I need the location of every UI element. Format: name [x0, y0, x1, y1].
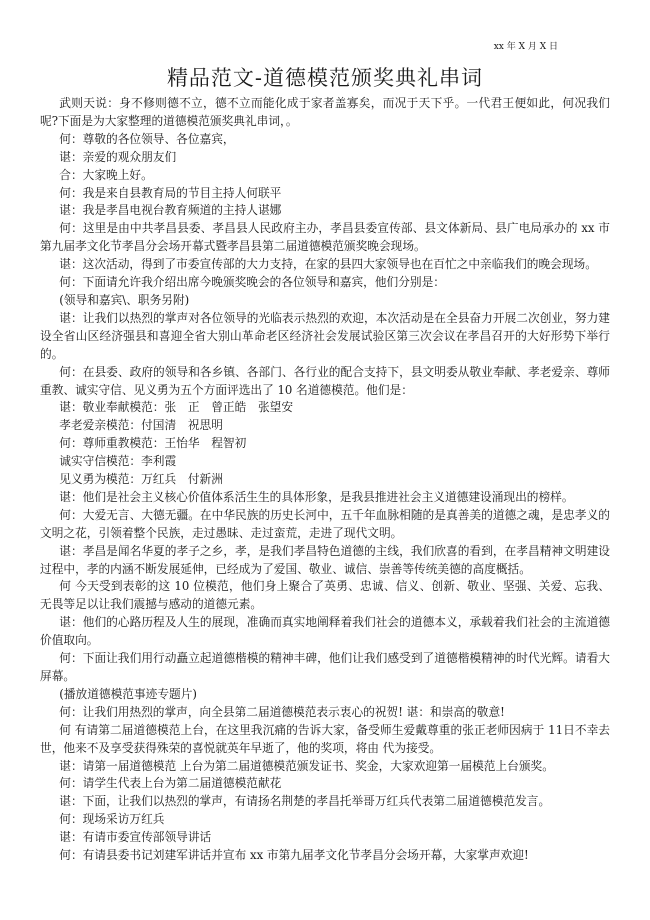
- script-line: 合：大家晚上好。: [59, 167, 153, 182]
- script-line: 何：尊敬的各位领导、各位嘉宾，: [59, 131, 235, 146]
- script-line: 谌：我是孝昌电视台教育频道的主持人谌娜: [59, 203, 282, 218]
- script-line: 孝老爱亲模范：付国清 祝思明: [59, 418, 223, 433]
- stage-note: (播放道德模范事迹专题片): [59, 686, 197, 701]
- script-line: 何：下面请允许我介绍出席今晚颁奖晚会的各位领导和嘉宾，他们分别是：: [59, 275, 445, 290]
- script-line: 何：这里是由中共孝昌县委、孝昌县人民政府主办，孝昌县委宣传部、县文体新局、县广电局承办的 xx 市第九届孝文化节孝昌分会场开幕式暨孝昌县第二届道德模范颁奖晚会现场。: [40, 221, 610, 254]
- script-line: 谌：下面，让我们以热烈的掌声，有请扬名荆楚的孝昌托举哥万红兵代表第二届道德模范发言。: [59, 794, 551, 809]
- script-line: 何 今天受到表彰的这 10 位模范，他们身上聚合了英勇、忠诚、信义、创新、敬业、坚强、关爱、忘我、无畏等足以让我们震撼与感动的道德元素。: [40, 579, 610, 612]
- script-line: 何：我是来自县教育局的节目主持人何联平: [59, 185, 282, 200]
- script-line: 何：让我们用热烈的掌声，向全县第二届道德模范表示衷心的祝贺! 谌：和崇高的敬意!: [59, 704, 505, 719]
- script-line: 谌：请第一届道德模范 上台为第二届道德模范颁发证书、奖金，大家欢迎第一届模范上台颁奖。: [59, 758, 554, 773]
- script-line: 谌：敬业奉献模范：张 正 曾正皓 张望安: [59, 400, 294, 415]
- script-line: 诚实守信模范：李利霞: [59, 454, 177, 469]
- script-line: 谌：他们的心路历程及人生的展现，准确而真实地阐释着我们社会的道德本义，承载着我们社会的主流道德价值取向。: [40, 615, 610, 648]
- script-line: 何：尊师重教模范：王怡华 程智初: [59, 436, 247, 451]
- paragraph-intro: 武则天说：身不修则德不立，德不立而能化成于家者盖寡矣，而况于天下乎。一代君王便如此，何况我们呢?下面是为大家整理的道德模范颁奖典礼串词，。: [40, 96, 610, 128]
- script-line: 何：有请县委书记刘建军讲话并宣布 xx 市第九届孝文化节孝昌分会场开幕，大家掌声欢迎!: [59, 848, 529, 863]
- script-line: 谌：亲爱的观众朋友们: [59, 149, 177, 164]
- document-body: [40, 95, 610, 865]
- script-line: 谌：有请市委宣传部领导讲话: [59, 830, 212, 845]
- script-line: 谌：这次活动，得到了市委宣传部的大力支持，在家的县四大家领导也在百忙之中亲临我们的晚会现场。: [59, 257, 597, 272]
- document-title: 精品范文-道德模范颁奖典礼串词: [166, 66, 484, 90]
- script-line: 何 有请第二届道德模范上台，在这里我沉痛的告诉大家，备受师生爱戴尊重的张正老师因病于 11日不幸去世，他来不及享受获得殊荣的喜悦就英年早逝了，他的奖项，将由 代为接受。: [40, 722, 610, 755]
- script-line: 谌：孝昌是闻名华夏的孝子之乡，孝，是我们孝昌特色道德的主线，我们欣喜的看到，在孝昌精神文明建设过程中，孝的内涵不断发展延伸，已经成为了爱国、敬业、诚信、崇善等传统美德的高度概括。: [40, 543, 610, 576]
- script-line: 何：下面让我们用行动矗立起道德楷模的精神丰碑，他们让我们感受到了道德楷模精神的时代光辉。请看大屏幕。: [40, 651, 610, 683]
- script-line: 谌：让我们以热烈的掌声对各位领导的光临表示热烈的欢迎，本次活动是在全县奋力开展二次创业，努力建设全省山区经济强县和喜迎全省大别山革命老区经济社会发展试验区第三次会议在孝昌召开的大好形势下举行的。: [40, 310, 610, 361]
- document-date: xx 年 X 月 X 日: [493, 42, 558, 52]
- script-line: 何：现场采访万红兵: [59, 812, 165, 827]
- script-line: 谌：他们是社会主义核心价值体系活生生的具体形象，是我县推进社会主义道德建设涌现出的榜样。: [59, 489, 574, 504]
- script-line: 何：大爱无言、大德无疆。在中华民族的历史长河中，五千年血脉相随的是真善美的道德之魂，是忠孝义的文明之花，引领着整个民族，走过愚昧、走过蛮荒，走进了现代文明。: [40, 507, 610, 540]
- script-line: 何：请学生代表上台为第二届道德模范献花: [59, 776, 282, 791]
- script-line: 何：在县委、政府的领导和各乡镇、各部门、各行业的配合支持下，县文明委从敬业奉献、孝老爱亲、尊师重教、诚实守信、见义勇为五个方面评选出了 10 名道德模范。他们是：: [40, 364, 610, 397]
- script-line: 见义勇为模范：万红兵 付新洲: [59, 472, 223, 487]
- stage-note: (领导和嘉宾\、职务另附): [59, 292, 190, 307]
